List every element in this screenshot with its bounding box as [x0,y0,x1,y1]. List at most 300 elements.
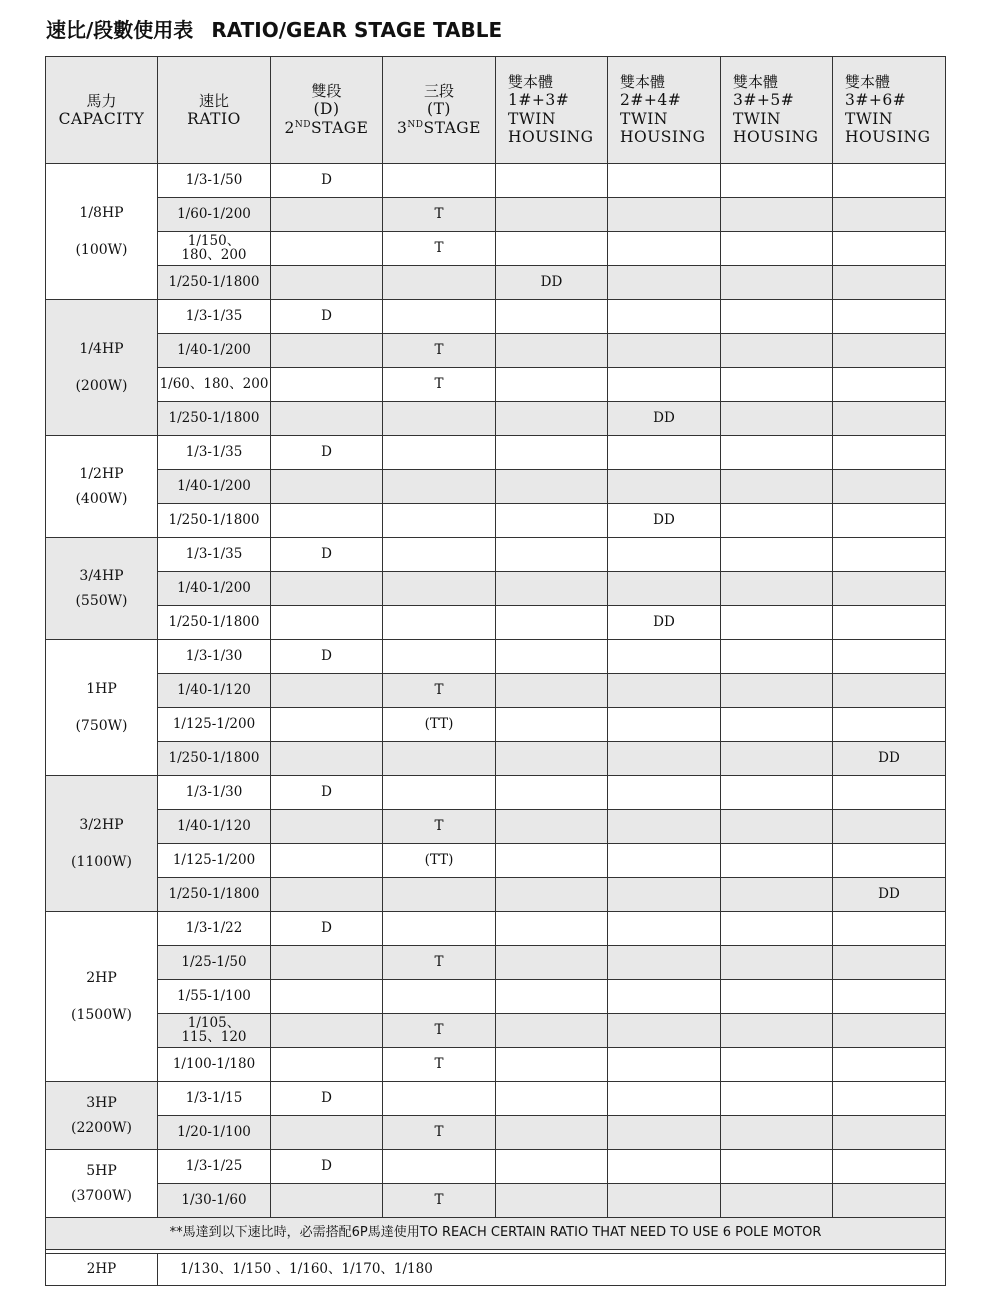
stage-cell [496,300,608,334]
stage-cell [271,368,383,402]
table-row [46,368,946,402]
table-row [46,708,946,742]
stage-cell [496,572,608,606]
stage-cell: DD [833,878,946,912]
capacity-watt: (2200W) [71,1119,132,1136]
stage-cell [608,368,721,402]
stage-cell [608,946,721,980]
ratio-value: 1/3-1/35 [185,307,243,324]
table-row [46,1082,946,1116]
stage-cell [496,470,608,504]
stage-cell [721,300,833,334]
stage-cell [496,368,608,402]
stage-cell: D [271,1082,383,1116]
stage-cell [496,232,608,266]
stage-cell [271,674,383,708]
stage-cell [833,708,946,742]
stage-cell [496,810,608,844]
stage-cell [271,810,383,844]
ratio-value-line2: 180、200 [181,246,247,263]
stage-cell [833,810,946,844]
stage-cell: T [383,1184,496,1218]
ratio-cell [158,1082,271,1116]
stage-cell [608,436,721,470]
stage-cell: T [383,368,496,402]
stage-cell [383,470,496,504]
capacity-hp: 2HP [86,970,117,987]
stage-cell [271,572,383,606]
table-row [46,980,946,1014]
stage-cell [833,980,946,1014]
stage-cell [721,402,833,436]
stage-cell [833,334,946,368]
stage-cell [383,742,496,776]
capacity-cell [46,776,158,912]
ratio-value: 1/40-1/200 [177,341,251,358]
stage-cell: D [271,912,383,946]
capacity-cell [46,300,158,436]
stage-cell [496,402,608,436]
stage-cell [608,198,721,232]
stage-cell [721,776,833,810]
capacity-hp: 1/2HP [79,466,124,483]
stage-cell [496,504,608,538]
table-row [46,912,946,946]
stage-cell [271,1048,383,1082]
stage-cell [608,232,721,266]
ratio-value: 1/105、 [187,1015,241,1031]
table-row [46,742,946,776]
stage-cell [721,164,833,198]
stage-cell: T [383,198,496,232]
stage-cell [833,1116,946,1150]
capacity-cell [46,164,158,300]
stage-cell: DD [608,504,721,538]
ratio-value: 1/40-1/120 [177,817,251,834]
ratio-cell [158,402,271,436]
stage-cell [496,708,608,742]
stage-cell [721,640,833,674]
stage-cell [271,946,383,980]
six-pole-note: **馬達到以下速比時，必需搭配6P馬達使用TO REACH CERTAIN RATIO THAT NEED TO USE 6 POLE MOTOR [46,1218,946,1250]
stage-cell [833,946,946,980]
six-pole-ratios: 1/130、1/150 、1/160、1/170、1/180 [158,1254,946,1286]
stage-cell [608,776,721,810]
capacity-cell [46,538,158,640]
header-twin-1-3: 雙本體 1#+3# TWIN HOUSING [496,57,608,164]
capacity-cell [46,1082,158,1150]
stage-cell [271,504,383,538]
ratio-value: 1/30-1/60 [181,1191,247,1208]
ratio-cell [158,266,271,300]
stage-cell [496,946,608,980]
ratio-gear-stage-table [45,56,946,1286]
table-row [46,640,946,674]
ratio-cell [158,504,271,538]
stage-cell [721,674,833,708]
stage-cell [721,844,833,878]
stage-cell [496,742,608,776]
stage-cell [608,640,721,674]
stage-cell: D [271,300,383,334]
header-twin-3-5: 雙本體 3#+5# TWIN HOUSING [721,57,833,164]
note-row [46,1218,946,1250]
stage-cell [271,232,383,266]
capacity-cell [46,912,158,1082]
ratio-cell [158,1014,271,1048]
stage-cell [608,1184,721,1218]
stage-cell [496,776,608,810]
stage-cell [721,1014,833,1048]
ratio-cell [158,946,271,980]
stage-cell [496,1014,608,1048]
stage-cell [833,776,946,810]
stage-cell [271,1116,383,1150]
stage-cell: D [271,776,383,810]
stage-cell [496,844,608,878]
ratio-value: 1/250-1/1800 [168,273,260,290]
table-row [46,810,946,844]
table-row [46,334,946,368]
table-row [46,674,946,708]
ratio-cell [158,912,271,946]
stage-cell [833,1014,946,1048]
ratio-cell [158,368,271,402]
table-row [46,232,946,266]
stage-cell: DD [608,402,721,436]
capacity-hp: 3HP [86,1095,117,1112]
stage-cell [721,912,833,946]
ratio-value: 1/60-1/200 [177,205,251,222]
stage-cell [608,674,721,708]
stage-cell [721,538,833,572]
stage-cell [608,1150,721,1184]
stage-cell [833,436,946,470]
capacity-hp: 5HP [86,1163,117,1180]
stage-cell [833,368,946,402]
stage-cell: T [383,946,496,980]
stage-cell [721,1150,833,1184]
stage-cell: T [383,232,496,266]
title-en: RATIO/GEAR STAGE TABLE [211,18,503,42]
stage-cell [271,878,383,912]
stage-cell [721,470,833,504]
stage-cell [608,1082,721,1116]
stage-cell [496,164,608,198]
stage-cell [833,912,946,946]
stage-cell [496,538,608,572]
title-cn: 速比/段數使用表 [46,18,194,42]
six-pole-row [46,1254,946,1286]
ratio-cell [158,164,271,198]
header-capacity: 馬力 CAPACITY [46,57,158,164]
ratio-cell [158,776,271,810]
stage-cell [496,1150,608,1184]
stage-cell [383,572,496,606]
ratio-value: 1/3-1/30 [185,783,243,800]
stage-cell [383,912,496,946]
table-row [46,266,946,300]
ratio-value: 1/100-1/180 [172,1055,256,1072]
capacity-hp: 1HP [86,681,117,698]
stage-cell [721,436,833,470]
ratio-value: 1/3-1/35 [185,545,243,562]
stage-cell: DD [608,606,721,640]
stage-cell [496,198,608,232]
capacity-hp: 3/4HP [79,568,124,585]
stage-cell: T [383,1116,496,1150]
table-row [46,436,946,470]
stage-cell [721,606,833,640]
ratio-cell [158,1116,271,1150]
header-3rd-stage: 三段 (T) 3NDSTAGE [383,57,496,164]
ratio-cell [158,538,271,572]
stage-cell [496,1082,608,1116]
stage-cell: D [271,538,383,572]
stage-cell [833,266,946,300]
stage-cell [833,844,946,878]
stage-cell [271,1014,383,1048]
stage-cell [271,844,383,878]
stage-cell [608,300,721,334]
table-row [46,402,946,436]
stage-cell [833,538,946,572]
stage-cell [383,878,496,912]
ratio-cell [158,198,271,232]
ratio-cell [158,1150,271,1184]
stage-cell [608,912,721,946]
stage-cell [608,742,721,776]
header-twin-3-6: 雙本體 3#+6# TWIN HOUSING [833,57,946,164]
stage-cell [383,266,496,300]
ratio-value: 1/125-1/200 [172,715,256,732]
stage-cell [833,164,946,198]
stage-cell [271,402,383,436]
ratio-value: 1/25-1/50 [181,953,247,970]
stage-cell [721,572,833,606]
stage-cell [608,844,721,878]
capacity-watt: (1100W) [71,853,132,870]
stage-cell [721,1184,833,1218]
header-2nd-stage: 雙段 (D) 2NDSTAGE [271,57,383,164]
capacity-watt: (100W) [75,241,128,258]
stage-cell [721,980,833,1014]
table-row [46,776,946,810]
stage-cell [383,1082,496,1116]
capacity-watt: (550W) [75,592,128,609]
stage-cell [833,606,946,640]
capacity-hp: 1/4HP [79,341,124,358]
stage-cell: (TT) [383,708,496,742]
stage-cell [496,912,608,946]
ratio-value: 1/250-1/1800 [168,511,260,528]
capacity-hp: 1/8HP [79,205,124,222]
capacity-hp: 3/2HP [79,817,124,834]
header-row [46,57,946,164]
capacity-watt: (750W) [75,717,128,734]
stage-cell [271,606,383,640]
ratio-cell [158,640,271,674]
ratio-value: 1/150、 [187,233,241,249]
ratio-value: 1/40-1/120 [177,681,251,698]
stage-cell: D [271,1150,383,1184]
stage-cell [271,742,383,776]
ratio-value: 1/3-1/30 [185,647,243,664]
stage-cell [608,164,721,198]
stage-cell [721,708,833,742]
ratio-value: 1/60、180、200 [159,375,269,392]
table-body [46,164,946,1286]
table-row [46,1014,946,1048]
stage-cell [721,334,833,368]
capacity-watt: (400W) [75,490,128,507]
ratio-cell [158,232,271,266]
stage-cell: D [271,640,383,674]
table-row [46,946,946,980]
stage-cell [721,504,833,538]
stage-cell [721,198,833,232]
stage-cell [271,334,383,368]
stage-cell: T [383,334,496,368]
stage-cell: T [383,1014,496,1048]
table-row [46,164,946,198]
capacity-watt: (1500W) [71,1006,132,1023]
stage-cell [721,1048,833,1082]
stage-cell [608,708,721,742]
table-row [46,878,946,912]
ratio-value: 1/3-1/15 [185,1089,243,1106]
stage-cell: D [271,164,383,198]
capacity-cell [46,640,158,776]
table-row [46,470,946,504]
ratio-value: 1/250-1/1800 [168,885,260,902]
table-row [46,300,946,334]
stage-cell [608,1014,721,1048]
table-row [46,504,946,538]
stage-cell [721,1116,833,1150]
stage-cell [833,1184,946,1218]
stage-cell [833,572,946,606]
stage-cell [271,266,383,300]
stage-cell [383,164,496,198]
table-row [46,1048,946,1082]
stage-cell: DD [496,266,608,300]
capacity-watt: (200W) [75,377,128,394]
stage-cell [721,878,833,912]
stage-cell [833,504,946,538]
table-row [46,1150,946,1184]
stage-cell [383,640,496,674]
stage-cell [608,980,721,1014]
ratio-cell [158,810,271,844]
stage-cell [383,606,496,640]
capacity-watt: (3700W) [71,1187,132,1204]
table-row [46,198,946,232]
stage-cell [496,606,608,640]
ratio-cell [158,1184,271,1218]
stage-cell [383,1150,496,1184]
ratio-cell [158,742,271,776]
table-row [46,572,946,606]
stage-cell [608,572,721,606]
stage-cell [496,980,608,1014]
stage-cell [608,266,721,300]
ratio-value: 1/20-1/100 [177,1123,251,1140]
table-row [46,1184,946,1218]
ratio-cell [158,878,271,912]
ratio-cell [158,980,271,1014]
stage-cell [608,810,721,844]
stage-cell [496,334,608,368]
stage-cell [608,1048,721,1082]
capacity-cell [46,1150,158,1218]
ratio-cell [158,674,271,708]
stage-cell: T [383,674,496,708]
stage-cell [833,232,946,266]
ratio-value: 1/3-1/35 [185,443,243,460]
stage-cell [383,300,496,334]
ratio-value: 1/3-1/25 [185,1157,243,1174]
stage-cell [833,1150,946,1184]
stage-cell [496,640,608,674]
ratio-value: 1/250-1/1800 [168,409,260,426]
six-pole-capacity: 2HP [46,1254,158,1286]
stage-cell [496,436,608,470]
stage-cell [833,1082,946,1116]
ratio-cell [158,572,271,606]
stage-cell [608,538,721,572]
stage-cell [833,1048,946,1082]
ratio-value: 1/40-1/200 [177,477,251,494]
stage-cell [383,436,496,470]
stage-cell [608,470,721,504]
table-row [46,606,946,640]
stage-cell [833,640,946,674]
ratio-cell [158,606,271,640]
stage-cell [383,776,496,810]
stage-cell [608,878,721,912]
stage-cell [496,1116,608,1150]
ratio-value: 1/250-1/1800 [168,613,260,630]
table-row [46,844,946,878]
stage-cell [833,402,946,436]
ratio-value: 1/3-1/50 [185,171,243,188]
stage-cell: (TT) [383,844,496,878]
stage-cell [721,232,833,266]
stage-cell [496,1048,608,1082]
page-title [46,14,502,43]
stage-cell [271,708,383,742]
stage-cell [271,980,383,1014]
stage-cell [608,334,721,368]
ratio-cell [158,300,271,334]
stage-cell [833,300,946,334]
stage-cell [833,470,946,504]
stage-cell: DD [833,742,946,776]
stage-cell [383,538,496,572]
table-row [46,538,946,572]
table-row [46,1116,946,1150]
stage-cell [721,266,833,300]
ratio-cell [158,436,271,470]
stage-cell: T [383,810,496,844]
stage-cell: D [271,436,383,470]
ratio-value: 1/40-1/200 [177,579,251,596]
stage-cell [496,878,608,912]
stage-cell [721,368,833,402]
ratio-cell [158,334,271,368]
stage-cell [496,1184,608,1218]
